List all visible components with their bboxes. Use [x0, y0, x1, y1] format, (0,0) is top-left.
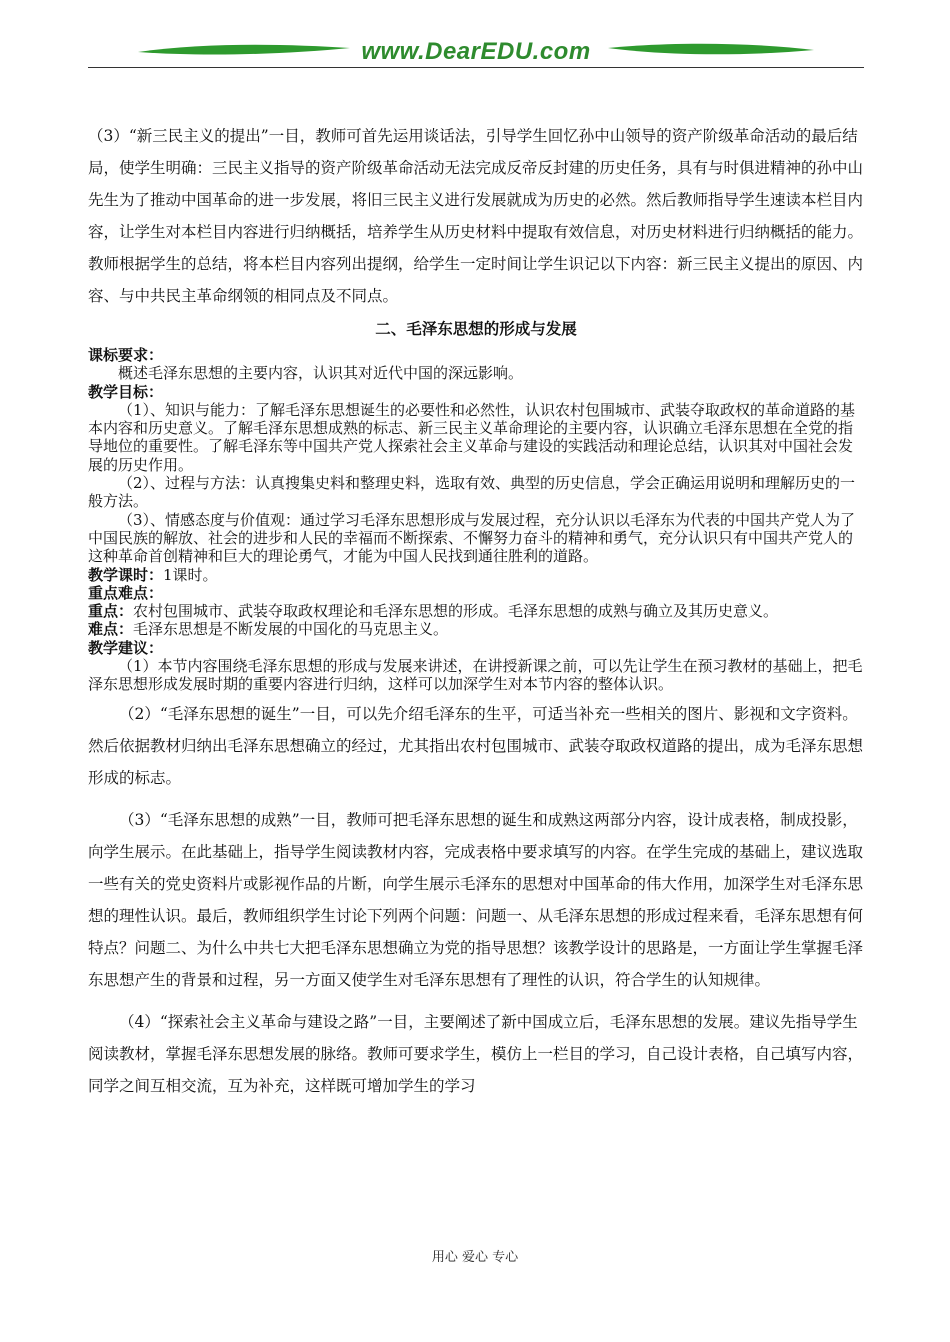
suggestions-label: 教学建议： — [88, 638, 164, 657]
suggestion-item-3: （3）“毛泽东思想的成熟”一目，教师可把毛泽东思想的诞生和成熟这两部分内容，设计成表格，制成投影，向学生展示。在此基础上，指导学生阅读教材内容，完成表格中要求填写的内容。在学生完成的基础上，建议选取一些有关的党史资料片或影视作品的片断，向学生展示毛泽东的思想对中国革命的伟大作用，加深学生对毛泽东思想的理性认识。最后，教师组织学生讨论下列两个问题：问题一、从毛泽东思想的形成过程来看，毛泽东思想有何特点？问题二、为什么中共七大把毛泽东思想确立为党的指导思想？该教学设计的思路是，一方面让学生掌握毛泽东思想产生的背景和过程，另一方面又使学生对毛泽东思想有了理性的认识，符合学生的认知规律。 — [88, 810, 864, 989]
goals-heading — [88, 383, 864, 401]
curriculum-heading — [88, 346, 864, 364]
difficulty-label: 难点： — [88, 620, 134, 639]
goal-item: （2）、过程与方法：认真搜集史料和整理史料，选取有效、典型的历史信息，学会正确运用说明和理解历史的一般方法。 — [88, 474, 856, 511]
goals-label: 教学目标： — [88, 382, 164, 401]
hours-line — [88, 566, 864, 584]
difficulty-line — [88, 620, 864, 638]
key-label: 重点： — [88, 602, 134, 621]
keypoints-heading — [88, 584, 864, 602]
keypoints-label: 重点难点： — [88, 583, 164, 602]
document-body — [88, 120, 864, 1102]
section-title: 二、毛泽东思想的形成与发展 — [375, 319, 577, 338]
page-header — [88, 30, 864, 70]
curriculum-label: 课标要求： — [88, 346, 164, 364]
suggestion-item-4: （4）“探索社会主义革命与建设之路”一目，主要阐述了新中国成立后，毛泽东思想的发展。建议先指导学生阅读教材，掌握毛泽东思想发展的脉络。教师可要求学生，模仿上一栏目的学习，自己设计表格，自己填写内容，同学之间互相交流，互为补充，这样既可增加学生的学习 — [88, 1012, 864, 1095]
curriculum-text: 概述毛泽东思想的主要内容，认识其对近代中国的深远影响。 — [118, 364, 524, 383]
key-point-line — [88, 602, 864, 620]
paragraph-new-three-principles: （3）“新三民主义的提出”一目，教师可首先运用谈话法，引导学生回忆孙中山领导的资产阶级革命活动的最后结局，使学生明确：三民主义指导的资产阶级革命活动无法完成反帝反封建的历史任务，具有与时俱进精神的孙中山先生为了推动中国革命的进一步发展，将旧三民主义进行发展就成为历史的必然。然后教师指导学生速读本栏目内容，让学生对本栏目内容进行归纳概括，培养学生从历史材料中提取有效信息，对历史材料进行归纳概括的能力。教师根据学生的总结，将本栏目内容列出提纲，给学生一定时间让学生识记以下内容：新三民主义提出的原因、内容、与中共民主革命纲领的相同点及不同点。 — [88, 127, 864, 305]
key-text: 农村包围城市、武装夺取政权理论和毛泽东思想的形成。毛泽东思想的成熟与确立及其历史意义。 — [133, 602, 779, 621]
goal-item: （1）、知识与能力：了解毛泽东思想诞生的必要性和必然性，认识农村包围城市、武装夺取政权的革命道路的基本内容和历史意义。了解毛泽东思想成熟的标志、新三民主义革命理论的主要内容，认识确立毛泽东思想在全党的指导地位的重要性。了解毛泽东等中国共产党人探索社会主义革命与建设的实践活动和理论总结，认识其对中国社会发展的历史作用。 — [88, 400, 856, 474]
goal-item: （3）、情感态度与价值观：通过学习毛泽东思想形成与发展过程，充分认识以毛泽东为代表的中国共产党人为了中国民族的解放、社会的进步和人民的幸福而不断探索、不懈努力奋斗的精神和勇气，充分认识只有中国共产党人的这种革命首创精神和巨大的理论勇气，才能为中国人民找到通往胜利的道路。 — [88, 510, 856, 566]
suggestions-heading — [88, 639, 864, 657]
suggestion-item-2: （2）“毛泽东思想的诞生”一目，可以先介绍毛泽东的生平，可适当补充一些相关的图片、影视和文字资料。然后依据教材归纳出毛泽东思想确立的经过，尤其指出农村包围城市、武装夺取政权道路的提出，成为毛泽东思想形成的标志。 — [88, 704, 864, 787]
hours-label: 教学课时： — [88, 565, 164, 584]
hours-text: 1课时。 — [163, 565, 218, 584]
site-logo[interactable]: www.DearEDU.com — [361, 38, 591, 65]
page-footer: 用心 爱心 专心 — [431, 1250, 519, 1265]
difficulty-text: 毛泽东思想是不断发展的中国化的马克思主义。 — [133, 620, 449, 639]
suggestion-item-1: （1）本节内容围绕毛泽东思想的形成与发展来讲述，在讲授新课之前，可以先让学生在预习教材的基础上，把毛泽东思想形成发展时期的重要内容进行归纳，这样可以加深学生对本节内容的整体认识。 — [88, 657, 863, 694]
header-divider — [88, 67, 864, 68]
